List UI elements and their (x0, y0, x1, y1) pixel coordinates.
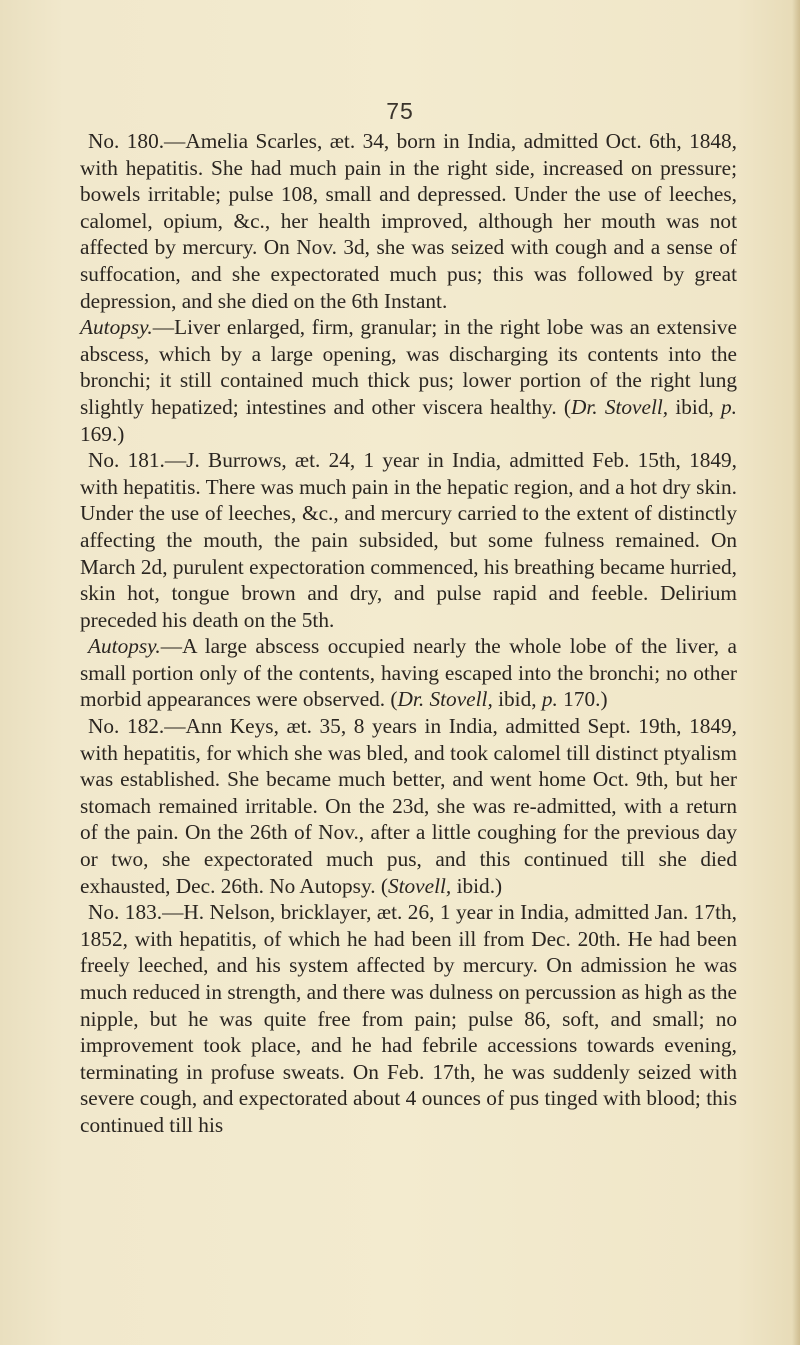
paragraph-case-182 (80, 713, 737, 899)
page-number: 75 (386, 98, 414, 124)
paragraph-case-181 (80, 447, 737, 633)
autopsy-heading: Autopsy. (80, 315, 153, 340)
citation-page-abbrev: p. (721, 394, 738, 419)
text-segment: ibid, (492, 687, 542, 712)
paragraph-case-183 (80, 899, 737, 1138)
text-segment: ibid, (668, 394, 722, 419)
paragraph-autopsy-180 (80, 314, 737, 447)
text-segment: No. 183.—H. Nelson, bricklayer, æt. 26, 1 year in India, admitted Jan. 17th, 1852, with hepatitis, of which he had been ill from Dec. 20th. He had been freely leeched, and his system affected by mercury. On admission he was much reduced in strength, and there was dulness on percussion as high as the nipple, but he was quite free from pain; pulse 86, soft, and small; no improvement took place, and he had febrile accessions towards evening, terminating in profuse sweats. On Feb. 17th, he was suddenly seized with severe cough, and expectorated about 4 ounces of pus tinged with blood; this continued till his (80, 900, 737, 1137)
citation-author: Stovell, (387, 873, 452, 898)
text-segment: No. 181.—J. Burrows, æt. 24, 1 year in India, admitted Feb. 15th, 1849, with hepatitis. There was much pain in the hepatic region, and a hot dry skin. Under the use of leeches, &c., and mercury carried to the extent of distinctly affecting the mouth, the pain subsided, but some fulness remained. On March 2d, purulent expectoration commenced, his breathing became hurried, skin hot, tongue brown and dry, and pulse rapid and feeble. Delirium preceded his death on the 5th. (80, 448, 738, 632)
page-body (80, 128, 737, 1139)
paragraph-case-180 (80, 128, 737, 314)
text-segment: ibid.) (451, 873, 503, 898)
text-segment: 170.) (557, 687, 608, 712)
text-segment: No. 182.—Ann Keys, æt. 35, 8 years in India, admitted Sept. 19th, 1849, with hepatitis, for which she was bled, and took calomel till distinct ptyalism was established. She became much better, and went home Oct. 9th, but her stomach remained irritable. On the 23d, she was re-admitted, with a return of the pain. On the 26th of Nov., after a little coughing for the previous day or two, she expectorated much pus, and this continued till she died exhausted, Dec. 26th. No Autopsy. ( (80, 714, 737, 898)
text-segment: No. 180.—Amelia Scarles, æt. 34, born in India, admitted Oct. 6th, 1848, with hepatitis. She had much pain in the right side, increased on pressure; bowels irritable; pulse 108, small and depressed. Under the use of leeches, calomel, opium, &c., her health improved, although her mouth was not affected by mercury. On Nov. 3d, she was seized with cough and a sense of suffocation, and she expectorated much pus; this was followed by great depression, and she died on the 6th Instant. (80, 129, 737, 313)
citation-page-abbrev: p. (541, 687, 558, 712)
autopsy-heading: Autopsy. (88, 634, 161, 659)
page-edge-shadow (792, 0, 800, 1345)
paragraph-autopsy-181 (80, 633, 737, 713)
citation-author: Dr. Stovell, (570, 394, 669, 419)
text-segment: —A large abscess occupied nearly the whole lobe of the liver, a small portion only of the contents, having escaped into the bronchi; no other morbid appearances were observed. ( (80, 634, 737, 712)
text-segment: 169.) (80, 421, 125, 446)
text-segment: —Liver enlarged, firm, granular; in the right lobe was an extensive abscess, which by a large opening, was discharging its contents into the bronchi; it still contained much thick pus; lower portion of the right lung slightly hepatized; intestines and other viscera healthy. ( (80, 315, 737, 419)
citation-author: Dr. Stovell, (397, 687, 493, 712)
